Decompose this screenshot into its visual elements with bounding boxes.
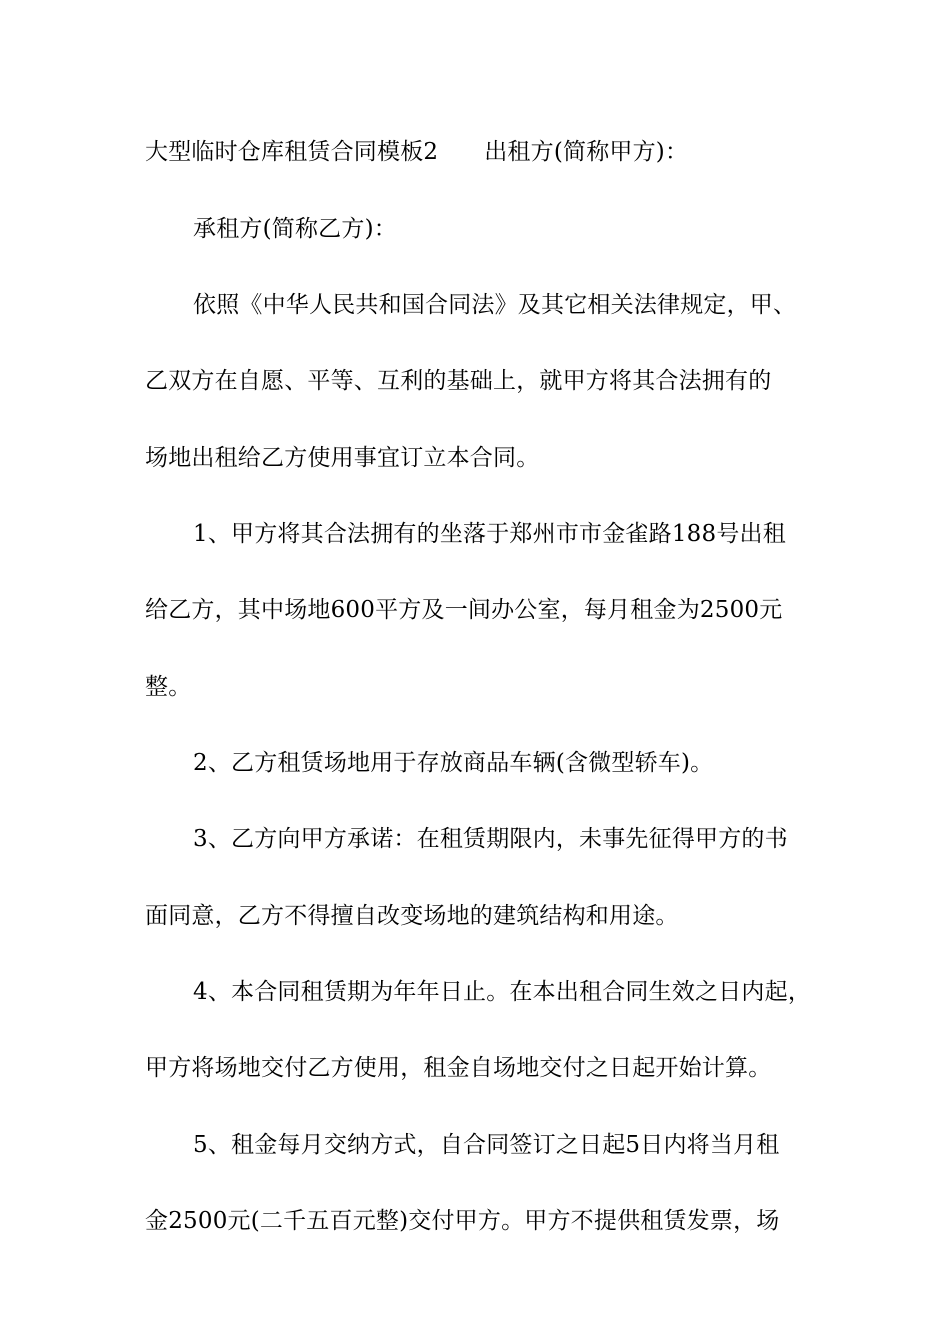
paragraph-line: 场地出租给乙方使用事宜订立本合同。 bbox=[145, 445, 540, 471]
clause-1-line: 给乙方，其中场地600平方及一间办公室，每月租金为2500元 bbox=[145, 597, 783, 623]
document-title: 大型临时仓库租赁合同模板2 bbox=[145, 139, 439, 165]
clause-5-line: 5、租金每月交纳方式，自合同签订之日起5日内将当月租 bbox=[193, 1132, 780, 1158]
clause-5-line: 金2500元(二千五百元整)交付甲方。甲方不提供租赁发票，场 bbox=[145, 1208, 780, 1234]
clause-3-line: 3、乙方向甲方承诺：在租赁期限内，未事先征得甲方的书 bbox=[193, 826, 788, 852]
clause-4-line: 4、本合同租赁期为年年日止。在本出租合同生效之日内起， bbox=[193, 979, 812, 1005]
clause-3-line: 面同意，乙方不得擅自改变场地的建筑结构和用途。 bbox=[145, 903, 679, 929]
lessor-label: 出租方(简称甲方)： bbox=[484, 139, 689, 165]
clause-2-line: 2、乙方租赁场地用于存放商品车辆(含微型轿车)。 bbox=[193, 750, 714, 776]
clause-1-line: 整。 bbox=[145, 674, 192, 700]
paragraph-line: 乙双方在自愿、平等、互利的基础上，就甲方将其合法拥有的 bbox=[145, 368, 772, 394]
clause-4-line: 甲方将场地交付乙方使用，租金自场地交付之日起开始计算。 bbox=[145, 1055, 772, 1081]
title-line bbox=[145, 137, 688, 167]
lessee-label: 承租方(简称乙方)： bbox=[193, 216, 397, 242]
clause-1-line: 1、甲方将其合法拥有的坐落于郑州市市金雀路188号出租 bbox=[193, 521, 786, 547]
paragraph-line: 依照《中华人民共和国合同法》及其它相关法律规定，甲、 bbox=[193, 292, 797, 318]
